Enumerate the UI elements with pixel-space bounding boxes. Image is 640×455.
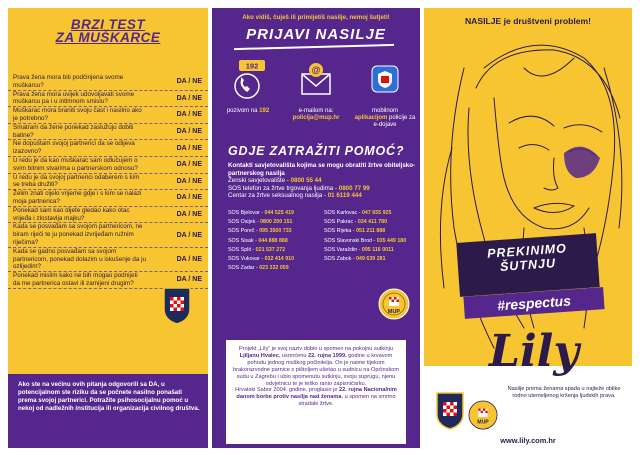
- phone-label: pozivom na: [226, 108, 260, 114]
- question-list: [8, 74, 208, 289]
- sos-city: SOS Slavonski Brod -: [324, 237, 377, 244]
- hotline-label: SOS telefon za žrtve trgovanja ljudima -: [228, 184, 339, 192]
- test-question-text: Kada se posvađam sa svojom partnericom, ne biram riječi te ju ponekad izvrijeđam ružnim riječima?: [13, 223, 143, 246]
- sos-list: [228, 210, 418, 271]
- project-text-4: Hrvatski Sabor 2004. godine, proglasio je: [235, 387, 340, 394]
- test-answer-options[interactable]: DA / NE: [176, 231, 202, 239]
- test-answer-options[interactable]: DA / NE: [176, 78, 202, 86]
- sos-number[interactable]: 044 888 888: [258, 237, 288, 244]
- project-national-day: 22. rujna Nacionalnim danom borbe protiv nasilja nad ženama: [236, 387, 397, 401]
- test-question-row: [8, 207, 208, 224]
- hotline-label: Ženski savjetovalište -: [228, 177, 291, 184]
- email-address[interactable]: policija@mup.hr: [292, 115, 340, 122]
- quick-test-title-line2: ZA MUŠKARCE: [55, 30, 161, 45]
- cover-headline: NASILJE je društveni problem!: [464, 16, 592, 26]
- email-label-wrap: [282, 108, 350, 122]
- phone-label-wrap: [218, 108, 278, 115]
- report-title-underline: [234, 44, 394, 50]
- quick-test-panel: [8, 8, 208, 448]
- project-text-3: godine u krvavom pohodu jednog muškog počinitelja. On je naime tijekom brakorazvodne parnice s pištoljem ušetao u sudnicu na Općinskom sudu u Zagrebu i ubio spomenutu sutkinju, svoju suprugu, njenu odvjetnicu te je teško ranio zapisničarku.: [232, 352, 400, 387]
- sos-item: [324, 210, 418, 216]
- test-question-text: Ponekad sam kao dijete gledao kako otac vrijeđa i zlostavlja majku?: [13, 206, 130, 222]
- test-question-row: [8, 174, 208, 191]
- sos-item: [228, 210, 324, 216]
- sos-item: [228, 228, 324, 234]
- sos-city: SOS Karlovac -: [324, 210, 362, 216]
- sos-city: SOS Rijeka -: [324, 228, 357, 235]
- app-extra: policije za e-dojave: [373, 115, 416, 129]
- sos-number[interactable]: 044 525 419: [264, 210, 294, 216]
- sos-city: SOS Split -: [228, 246, 256, 253]
- police-badge-icon: [161, 285, 193, 325]
- sos-number[interactable]: 049 639 281: [356, 255, 386, 262]
- quick-test-title: [8, 18, 208, 44]
- channel-app: [354, 60, 416, 130]
- hotline-item: [228, 185, 416, 193]
- test-question-row: [8, 157, 208, 174]
- test-answer-options[interactable]: DA / NE: [176, 111, 202, 119]
- project-text-1: Projekt „Lily“ je svoj naziv dobio u spomen na pokojnu sutkinju: [239, 346, 393, 352]
- project-judge-name: Ljiljanu Hvalec: [239, 352, 279, 359]
- test-question-row: [8, 248, 208, 272]
- sos-item: [228, 247, 324, 253]
- hashtag-respectus: #respectus: [463, 287, 604, 319]
- ribbon-line2: ŠUTNJU: [499, 256, 557, 274]
- sos-city: SOS Bjelovar -: [228, 210, 265, 216]
- hotline-number[interactable]: 0800 77 99: [338, 184, 370, 192]
- test-question-text: Ponekad mislim kako ne bih mogao podnijeti da me partnerica ostavi ili zamijeni drugim?: [13, 272, 138, 287]
- phone-badge-text: 192: [245, 61, 259, 71]
- mup-badge-text: MUP: [387, 309, 401, 315]
- sos-number[interactable]: 095 3500 733: [259, 228, 292, 235]
- sos-item: [228, 238, 324, 244]
- report-panel: [212, 8, 420, 448]
- report-title: PRIJAVI NASILJE: [246, 26, 386, 43]
- test-question-row: [8, 107, 208, 124]
- test-question-text: Ne dopuštam svojoj partnerici da se odijeva izazovno?: [13, 140, 135, 156]
- hotline-number[interactable]: 0800 55 44: [290, 177, 322, 184]
- sos-number[interactable]: 035 449 180: [376, 237, 407, 244]
- test-question-row: [8, 91, 208, 108]
- sos-number[interactable]: 034 411 780: [357, 219, 388, 226]
- stop-silence-ribbon: [456, 233, 599, 297]
- test-answer-options[interactable]: DA / NE: [176, 177, 202, 185]
- help-title: GDJE ZATRAŽITI POMOĆ?: [228, 144, 405, 158]
- sos-city: SOS Osijek -: [228, 219, 261, 226]
- email-badge-text: @: [311, 65, 321, 75]
- test-answer-options[interactable]: DA / NE: [176, 94, 202, 102]
- cover-footer-text: Nasilje prema ženama spada u najteže oblike rodno utemeljenog kršenja ljudskih prava.: [507, 386, 621, 399]
- sos-number[interactable]: 021 537 272: [255, 246, 286, 253]
- mup-badge-icon: [468, 400, 498, 430]
- sos-city: SOS Zabok -: [324, 255, 357, 262]
- project-lily-box: [226, 340, 406, 444]
- phone-icon: [229, 60, 267, 100]
- report-top-note: Ako vidiš, čuješ ili primijetiš nasilje, nemoj šutjeti!: [242, 14, 390, 21]
- sos-number[interactable]: 095 116 0011: [361, 246, 394, 253]
- test-conclusion: Ako ste na većinu ovih pitanja odgovorili sa DA, u potencijalnom ste riziku da se počnete nasilno ponašati prema svojoj partnerici. Potražite psihosocijalnu pomoć u nekoj od nadležnih institucija ili organizacija civilnog društva.: [8, 374, 208, 448]
- channel-email: [282, 60, 350, 122]
- test-answer-options[interactable]: DA / NE: [176, 255, 202, 263]
- test-question-text: Smatram da žene ponekad zaslužuju dobiti batine?: [13, 123, 134, 139]
- test-answer-options[interactable]: DA / NE: [176, 194, 202, 202]
- ribbon-line1: PREKINIMO: [486, 241, 568, 261]
- sos-item: [324, 247, 418, 253]
- test-question-row: [8, 140, 208, 157]
- mobile-app-icon: [370, 60, 400, 100]
- sos-item: [324, 228, 418, 234]
- sos-number[interactable]: 051 211 888: [356, 228, 386, 235]
- sos-number[interactable]: 047 655 925: [361, 210, 392, 216]
- test-question-text: Želim znati cijelo vrijeme gdje i s kim se nalazi moja partnerica?: [13, 190, 142, 205]
- test-question-text: Prava žena mora biti podčinjena svome muškarcu?: [13, 74, 124, 89]
- test-answer-options[interactable]: DA / NE: [176, 211, 202, 219]
- hotline-list: [228, 177, 416, 200]
- project-text-2: , usmrćenu: [278, 352, 309, 359]
- test-question-row: [8, 74, 208, 91]
- sos-item: [324, 219, 418, 225]
- police-badge-icon: [434, 390, 466, 430]
- test-answer-options[interactable]: DA / NE: [176, 144, 202, 152]
- quick-test-title-line1: BRZI TEST: [70, 17, 146, 32]
- app-label-wrap: [354, 108, 416, 130]
- sos-number[interactable]: 0800 200 151: [260, 219, 293, 226]
- hotline-label: Centar za žrtve seksualnog nasilja -: [228, 192, 328, 199]
- sos-city: SOS Zadar -: [228, 265, 260, 272]
- test-question-text: Kada se gadno posvađam sa svojom partnericom, ponekad dolazim u iskušenje da ju ozlijedim?: [13, 247, 147, 271]
- lily-logo: Lily: [489, 326, 579, 377]
- hotline-item: [228, 177, 416, 185]
- email-label: e-mailom na:: [298, 108, 334, 114]
- mup-badge-icon: [378, 288, 410, 320]
- project-text-5: , u spomen na smrtno stradale žrtve.: [298, 394, 396, 408]
- help-intro: Kontakti savjetovališta kojima se mogu obratiti žrtve obiteljsko-partnerskog nasilja: [228, 162, 416, 177]
- sos-city: SOS Varaždin -: [324, 246, 362, 253]
- mup-badge-text: MUP: [477, 419, 489, 426]
- test-question-text: U redu je da kao muškarac sam odlučujem o svim bitnim stvarima u partnerskom odnosu?: [13, 156, 138, 172]
- phone-number[interactable]: 192: [259, 108, 270, 114]
- sos-item: [228, 265, 324, 271]
- email-icon: [297, 60, 335, 100]
- cover-panel: [424, 8, 632, 448]
- project-date: 22. rujna 1999.: [308, 352, 347, 359]
- hotline-number[interactable]: 01 6119 444: [327, 192, 362, 199]
- sos-item: [228, 219, 324, 225]
- sos-city: SOS Pakrac -: [324, 219, 358, 226]
- sos-city: SOS Sisak -: [228, 237, 259, 244]
- sos-city: SOS Poreč -: [228, 228, 260, 235]
- sos-item: [228, 256, 324, 262]
- hotline-item: [228, 192, 416, 200]
- test-question-row: [8, 223, 208, 247]
- sos-number[interactable]: 023 332 059: [259, 265, 289, 272]
- test-question-text: Prava žena mora uvijek udovoljavati svome muškarcu pa i u intimnom smislu?: [13, 90, 135, 106]
- help-text: [228, 162, 416, 200]
- app-highlight[interactable]: aplikacijom: [354, 115, 388, 122]
- test-question-row: [8, 124, 208, 141]
- woman-face-illustration: [424, 28, 632, 368]
- website-link[interactable]: www.lily.com.hr: [500, 436, 556, 445]
- test-answer-options[interactable]: DA / NE: [176, 276, 202, 284]
- test-answer-options[interactable]: DA / NE: [176, 128, 202, 136]
- sos-item: [324, 238, 418, 244]
- sos-item: [324, 256, 418, 262]
- test-question-text: Muškarac mora braniti svoju čast i nasilno ako je potrebno?: [13, 107, 142, 122]
- sos-city: SOS Vukovar -: [228, 255, 265, 262]
- sos-number[interactable]: 032 414 910: [264, 255, 295, 262]
- test-answer-options[interactable]: DA / NE: [176, 161, 202, 169]
- channel-phone: [218, 60, 278, 115]
- test-question-row: [8, 190, 208, 207]
- test-question-text: U redu je da svojoj partnerici odaberem s kim se treba družiti?: [13, 173, 140, 189]
- app-label: mobilnom: [371, 108, 398, 114]
